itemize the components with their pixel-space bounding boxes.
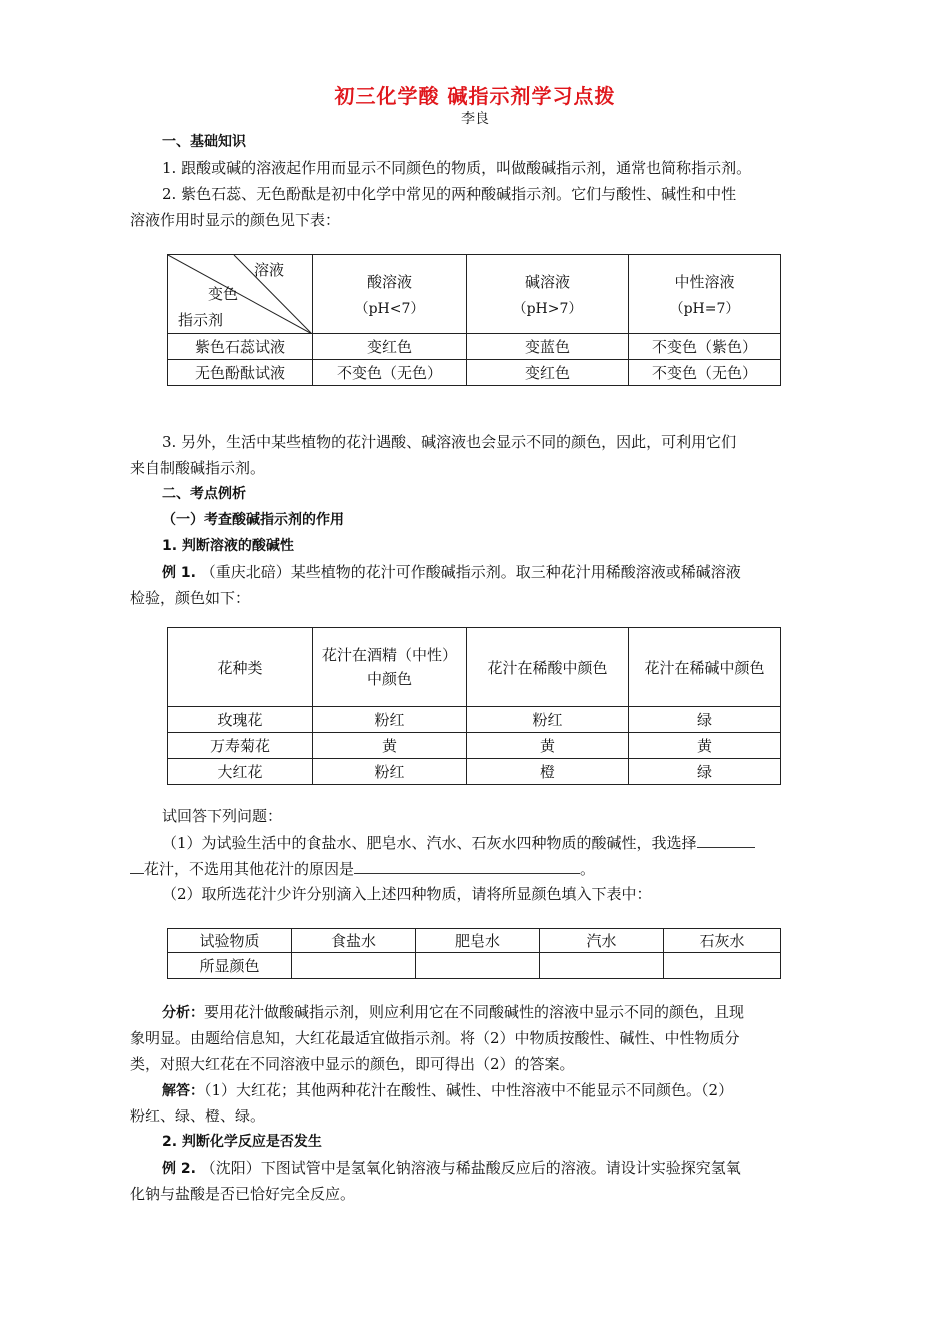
table-cell: 肥皂水	[416, 929, 540, 953]
answer-cell-salt[interactable]	[292, 953, 416, 979]
answer-cell-soda[interactable]	[540, 953, 664, 979]
diag-label-color: 变色	[208, 285, 239, 303]
table-cell: 紫色石蕊试液	[168, 334, 313, 360]
diag-label-indicator: 指示剂	[178, 311, 224, 329]
table-cell: 花汁在稀酸中颜色	[467, 628, 629, 707]
table-cell: 变红色	[467, 360, 629, 386]
item-heading-2: 2. 判断化学反应是否发生	[162, 1134, 322, 1150]
example-1-line2: 检验，颜色如下：	[130, 589, 251, 607]
table-cell: 万寿菊花	[168, 733, 313, 759]
example-1-label: 例 1.	[162, 565, 196, 581]
table-cell: 黄	[467, 733, 629, 759]
table-cell: 粉红	[467, 707, 629, 733]
table-row	[168, 953, 781, 979]
question-1-line2: 花汁，不选用其他花汁的原因是 。	[130, 858, 820, 879]
answer-cell-soap[interactable]	[416, 953, 540, 979]
table-row	[168, 707, 781, 733]
table-cell: 绿	[629, 759, 781, 785]
indicator-color-table	[167, 254, 781, 386]
analysis-line1: 分析：要用花汁做酸碱指示剂，则应利用它在不同酸碱性的溶液中显示不同的颜色，且现	[162, 1003, 745, 1021]
table-diagonal-header	[168, 255, 313, 334]
table-cell: 黄	[313, 733, 467, 759]
item-heading-1: 1. 判断溶液的酸碱性	[162, 538, 294, 554]
table-cell: 粉红	[313, 707, 467, 733]
table-header-row: 花种类 花汁在酒精（中性） 中颜色 花汁在稀酸中颜色 花汁在稀碱中颜色	[168, 628, 781, 707]
table-cell: 不变色（无色）	[629, 360, 781, 386]
example-2-line1: 例 2. （沈阳）下图试管中是氢氧化钠溶液与稀盐酸反应后的溶液。请设计实验探究氢氧	[162, 1159, 741, 1177]
table-cell: 不变色（无色）	[313, 360, 467, 386]
table-cell: 变蓝色	[467, 334, 629, 360]
paragraph-3b: 来自制酸碱指示剂。	[130, 459, 266, 477]
example-2-line2: 化钠与盐酸是否已恰好完全反应。	[130, 1185, 356, 1203]
answer-blank-reason[interactable]	[354, 858, 580, 874]
table-row	[168, 360, 781, 386]
table-cell: 黄	[629, 733, 781, 759]
analysis-line2: 象明显。由题给信息知，大红花最适宜做指示剂。将（2）中物质按酸性、碱性、中性物质分	[130, 1029, 740, 1047]
header-neutral: 中性溶液 （pH=7）	[629, 255, 781, 334]
analysis-line3: 类，对照大红花在不同溶液中显示的颜色，即可得出（2）的答案。	[130, 1055, 575, 1073]
flower-juice-table	[167, 627, 781, 785]
table-cell: 粉红	[313, 759, 467, 785]
paragraph-1: 1. 跟酸或碱的溶液起作用而显示不同颜色的物质，叫做酸碱指示剂，通常也简称指示剂。	[162, 159, 752, 177]
diag-label-solution: 溶液	[254, 261, 285, 279]
paragraph-2a: 2. 紫色石蕊、无色酚酞是初中化学中常见的两种酸碱指示剂。它们与酸性、碱性和中性	[162, 185, 737, 203]
table-cell: 大红花	[168, 759, 313, 785]
question-intro: 试回答下列问题：	[162, 807, 283, 825]
paragraph-3a: 3. 另外，生活中某些植物的花汁遇酸、碱溶液也会显示不同的颜色，因此，可利用它们	[162, 433, 737, 451]
table-row	[168, 733, 781, 759]
author-name: 李良	[461, 111, 489, 127]
table-cell: 不变色（紫色）	[629, 334, 781, 360]
table-cell: 玫瑰花	[168, 707, 313, 733]
header-base: 碱溶液 （pH>7）	[467, 255, 629, 334]
answer-label: 解答：	[162, 1083, 204, 1099]
table-cell: 花种类	[168, 628, 313, 707]
answer-table	[167, 928, 781, 979]
table-cell: 石灰水	[664, 929, 781, 953]
table-cell: 花汁在稀碱中颜色	[629, 628, 781, 707]
table-row	[168, 759, 781, 785]
header-acid: 酸溶液 （pH<7）	[313, 255, 467, 334]
answer-blank-flower[interactable]	[697, 832, 755, 848]
table-cell: 变红色	[313, 334, 467, 360]
section-heading-basics: 一、基础知识	[162, 134, 246, 150]
table-cell: 绿	[629, 707, 781, 733]
table-cell: 无色酚酞试液	[168, 360, 313, 386]
answer-line1: 解答：（1）大红花；其他两种花汁在酸性、碱性、中性溶液中不能显示不同颜色。（2）	[162, 1081, 734, 1099]
paragraph-2b: 溶液作用时显示的颜色见下表：	[130, 211, 341, 229]
section-heading-examples: 二、考点例析	[162, 486, 246, 502]
analysis-label: 分析：	[162, 1005, 204, 1021]
table-row	[168, 334, 781, 360]
table-cell: 所显颜色	[168, 953, 292, 979]
answer-blank-flower-cont[interactable]	[130, 858, 144, 874]
table-cell: 食盐水	[292, 929, 416, 953]
table-cell: 橙	[467, 759, 629, 785]
answer-line2: 粉红、绿、橙、绿。	[130, 1107, 266, 1125]
question-1-line1: （1）为试验生活中的食盐水、肥皂水、汽水、石灰水四种物质的酸碱性，我选择	[130, 832, 852, 853]
answer-cell-lime[interactable]	[664, 953, 781, 979]
table-cell: 试验物质	[168, 929, 292, 953]
example-1-line1: 例 1. （重庆北碚）某些植物的花汁可作酸碱指示剂。取三种花汁用稀酸溶液或稀碱溶液	[162, 563, 741, 581]
example-2-label: 例 2.	[162, 1161, 196, 1177]
document-title: 初三化学酸 碱指示剂学习点拨	[334, 84, 616, 108]
table-cell: 汽水	[540, 929, 664, 953]
question-2: （2）取所选花汁少许分别滴入上述四种物质，请将所显颜色填入下表中：	[162, 885, 652, 903]
table-row	[168, 929, 781, 953]
subsection-heading: （一）考查酸碱指示剂的作用	[162, 512, 344, 528]
